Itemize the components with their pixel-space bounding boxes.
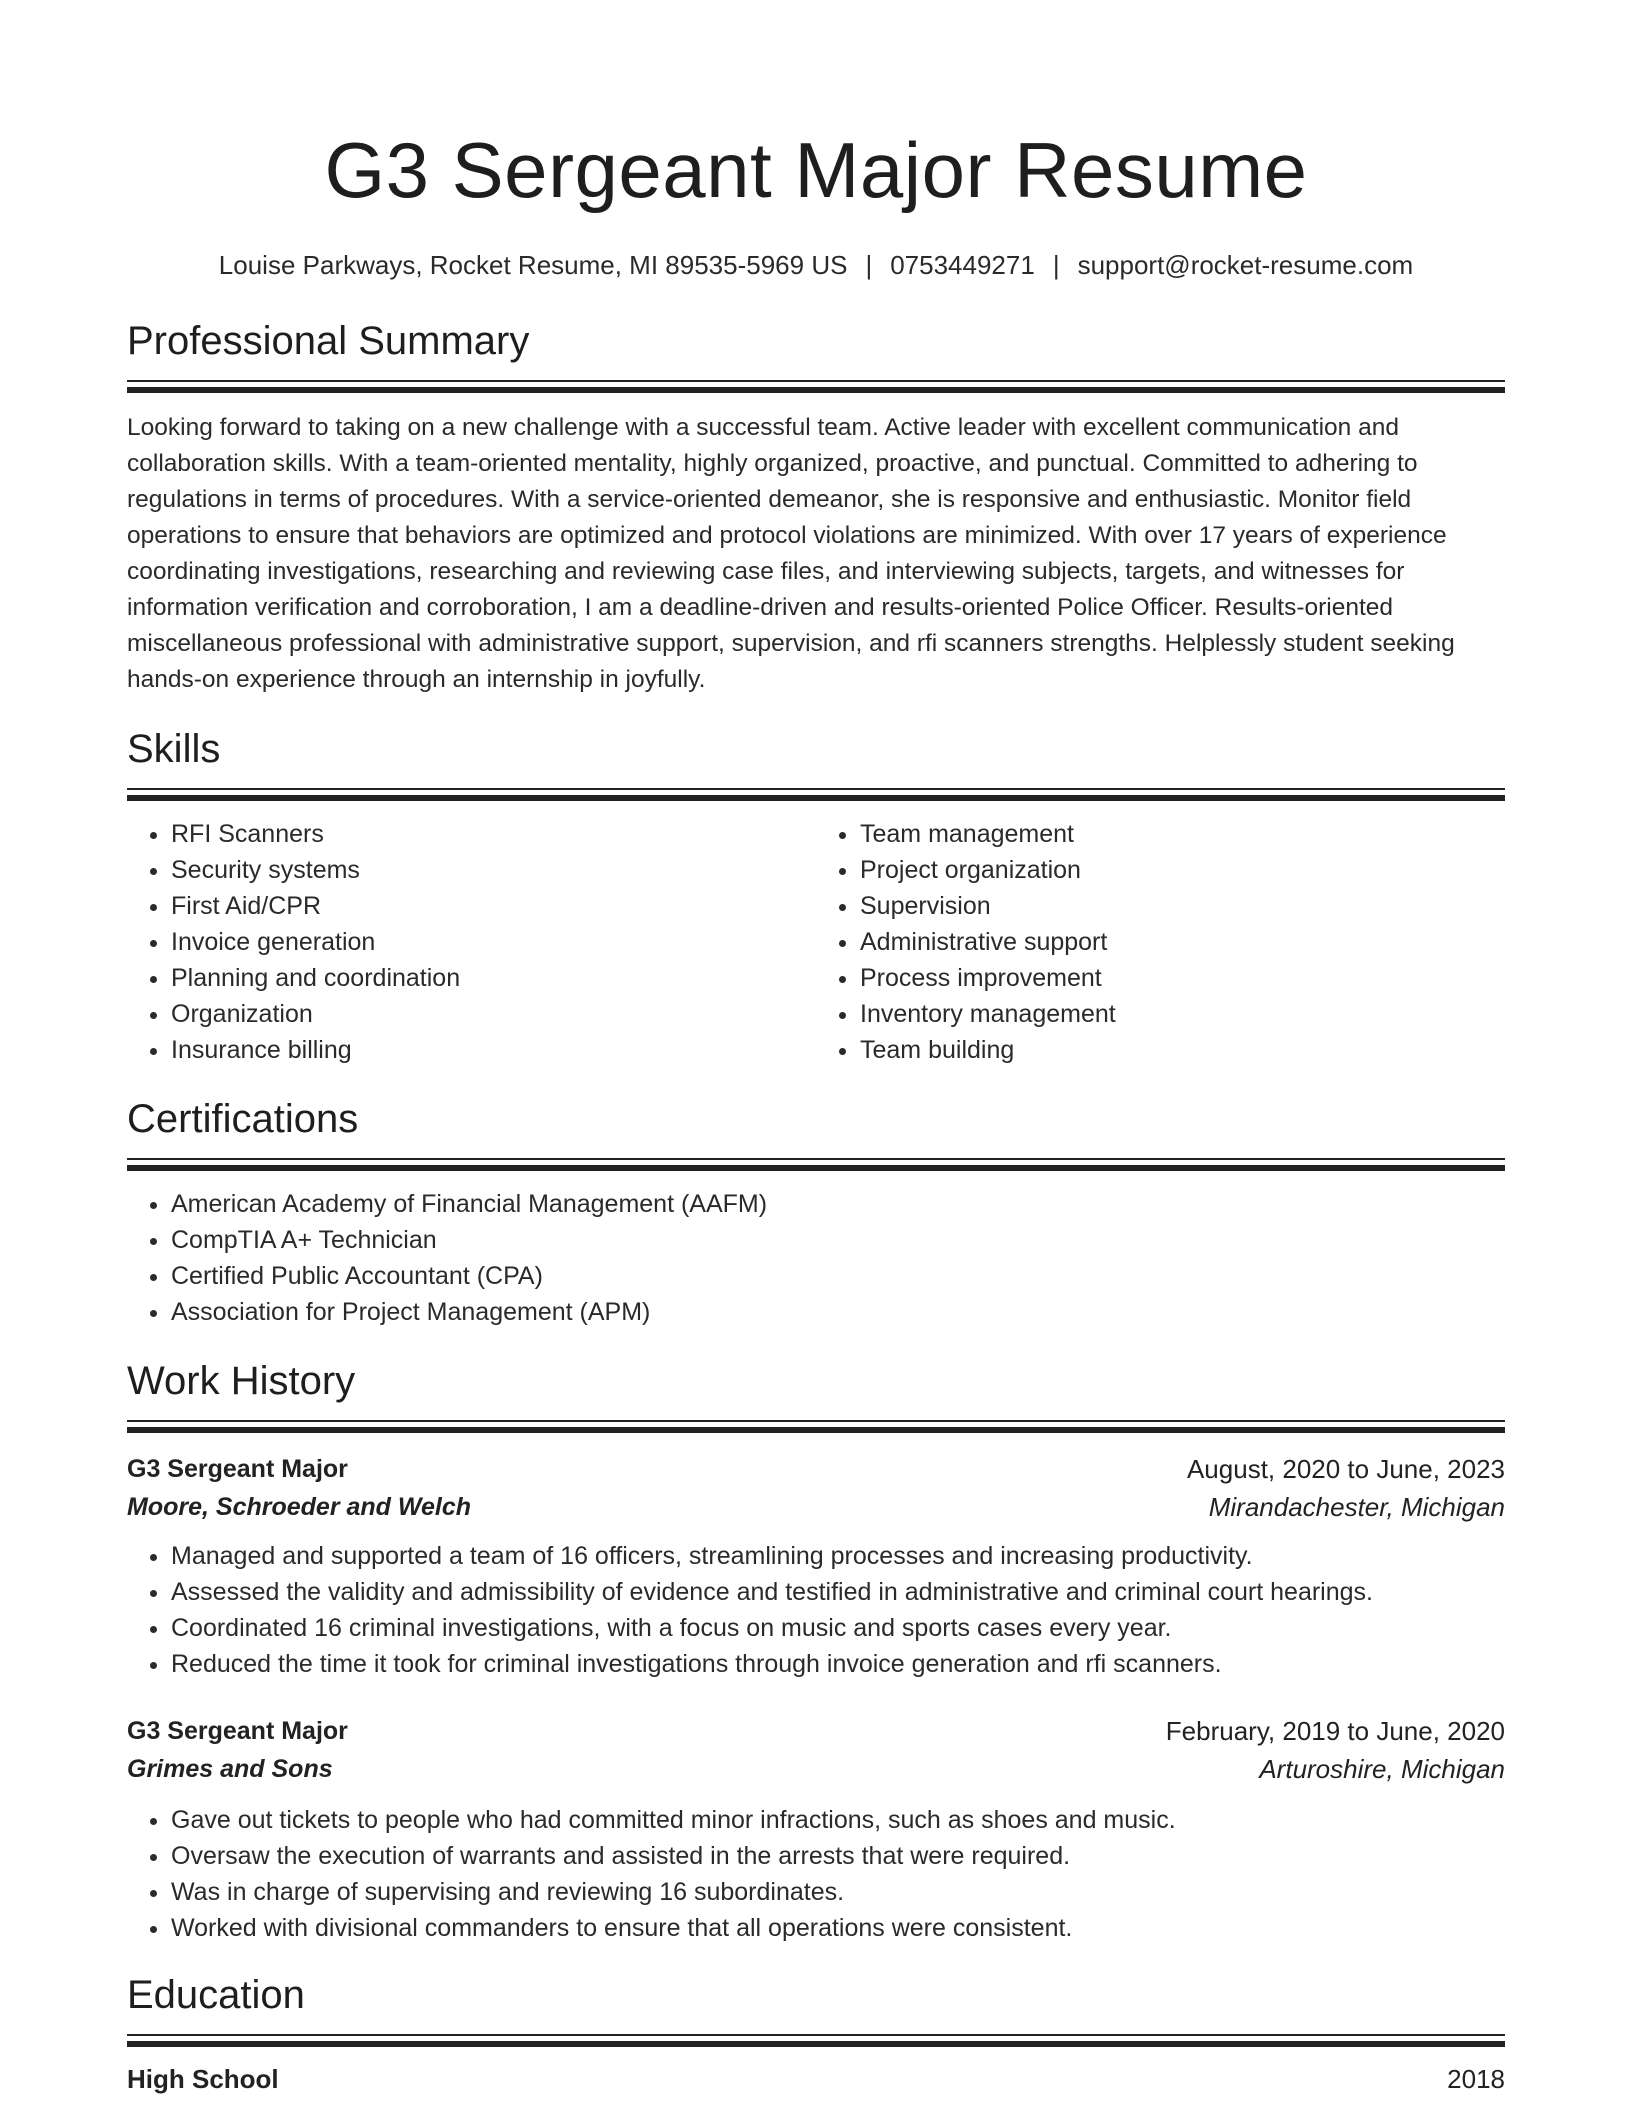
job-location: Arturoshire, Michigan	[1259, 1754, 1505, 1784]
certification-item: • CompTIA A+ Technician	[171, 1222, 1505, 1258]
summary-text: Looking forward to taking on a new challenge with a successful team. Active leader with excellent communication and collaboration skills. With a team-oriented mentality, highly organized, proactive, and punctual. Committed to adhering to regulations in terms of procedures. With a service-oriented demeanor, she is responsive and enthusiastic. Monitor field operations to ensure that behaviors are optimized and protocol violations are minimized. With over 17 years of experience coordinating investigations, researching and reviewing case files, and interviewing subjects, targets, and witnesses for information verification and corroboration, I am a deadline-driven and results-oriented Police Officer. Results-oriented miscellaneous professional with administrative support, supervision, and rfi scanners strengths. Helplessly student seeking hands-on experience through an internship in joyfully.	[127, 414, 1455, 693]
job-bullets	[127, 1538, 1505, 1682]
job-bullets	[127, 1802, 1505, 1946]
section-divider	[127, 1158, 1505, 1172]
skill-item: • Organization	[171, 996, 816, 1032]
resume-title: G3 Sergeant Major Resume	[324, 126, 1308, 214]
skill-item: • Invoice generation	[171, 924, 816, 960]
job-bullet: • Worked with divisional commanders to ensure that all operations were consistent.	[171, 1910, 1505, 1946]
section-heading-work: Work History	[127, 1359, 356, 1403]
job-bullet: • Was in charge of supervising and reviewing 16 subordinates.	[171, 1874, 1505, 1910]
job-company: Grimes and Sons	[127, 1755, 333, 1783]
skill-item: • Process improvement	[860, 960, 1505, 996]
contact-address: Louise Parkways, Rocket Resume, MI 89535-5969 US	[218, 250, 848, 280]
section-heading-summary: Professional Summary	[127, 319, 530, 363]
skill-item: • Inventory management	[860, 996, 1505, 1032]
section-work-history	[127, 1356, 1505, 1946]
job-company: Moore, Schroeder and Welch	[127, 1493, 472, 1521]
section-summary	[127, 316, 1505, 698]
skill-item: • Insurance billing	[171, 1032, 816, 1068]
contact-email: support@rocket-resume.com	[1077, 250, 1414, 280]
skill-item: • Administrative support	[860, 924, 1505, 960]
job-bullet: • Coordinated 16 criminal investigations, with a focus on music and sports cases every year.	[171, 1610, 1505, 1646]
job-bullet: • Oversaw the execution of warrants and assisted in the arrests that were required.	[171, 1838, 1505, 1874]
contact-separator: |	[865, 250, 873, 280]
section-divider	[127, 2034, 1505, 2048]
job-bullet: • Gave out tickets to people who had committed minor infractions, such as shoes and music.	[171, 1802, 1505, 1838]
section-skills	[127, 724, 1505, 1068]
skill-item: • Planning and coordination	[171, 960, 816, 996]
contact-separator: |	[1052, 250, 1060, 280]
section-divider	[127, 788, 1505, 802]
skill-item: • RFI Scanners	[171, 816, 816, 852]
section-divider	[127, 1420, 1505, 1434]
education-entry	[127, 2060, 1505, 2098]
job-title: G3 Sergeant Major	[127, 1455, 348, 1483]
job-subheader	[127, 1750, 1505, 1788]
contact-phone: 0753449271	[890, 250, 1035, 280]
certification-item: • American Academy of Financial Management (AAFM)	[171, 1186, 1505, 1222]
section-heading-skills: Skills	[127, 727, 221, 771]
certification-item: • Association for Project Management (APM)	[171, 1294, 1505, 1330]
skill-item: • Security systems	[171, 852, 816, 888]
section-certifications	[127, 1094, 1505, 1330]
job-title: G3 Sergeant Major	[127, 1717, 348, 1745]
skill-item: • Team management	[860, 816, 1505, 852]
skills-grid	[127, 802, 1505, 1068]
contact-line	[127, 248, 1505, 282]
job-bullet: • Assessed the validity and admissibility of evidence and testified in administrative and criminal court hearings.	[171, 1574, 1505, 1610]
job-dates: August, 2020 to June, 2023	[1186, 1454, 1505, 1484]
job-header	[127, 1450, 1505, 1488]
job-header	[127, 1712, 1505, 1750]
section-education	[127, 1970, 1505, 2098]
skill-item: • Team building	[860, 1032, 1505, 1068]
job-entry	[127, 1450, 1505, 1682]
section-divider	[127, 380, 1505, 394]
certification-item: • Certified Public Accountant (CPA)	[171, 1258, 1505, 1294]
job-entry	[127, 1712, 1505, 1946]
skill-item: • First Aid/CPR	[171, 888, 816, 924]
section-heading-certifications: Certifications	[127, 1097, 359, 1141]
job-location: Mirandachester, Michigan	[1208, 1492, 1505, 1522]
skills-list-right	[816, 816, 1505, 1068]
skill-item: • Supervision	[860, 888, 1505, 924]
job-subheader	[127, 1488, 1505, 1526]
education-year: 2018	[1447, 2064, 1505, 2094]
job-bullet: • Managed and supported a team of 16 officers, streamlining processes and increasing productivity.	[171, 1538, 1505, 1574]
certifications-list	[127, 1186, 1505, 1330]
section-heading-education: Education	[127, 1973, 305, 2017]
skill-item: • Project organization	[860, 852, 1505, 888]
job-bullet: • Reduced the time it took for criminal investigations through invoice generation and rfi scanners.	[171, 1646, 1505, 1682]
education-title: High School	[127, 2064, 279, 2094]
skills-list-left	[127, 816, 816, 1068]
job-dates: February, 2019 to June, 2020	[1165, 1716, 1505, 1746]
